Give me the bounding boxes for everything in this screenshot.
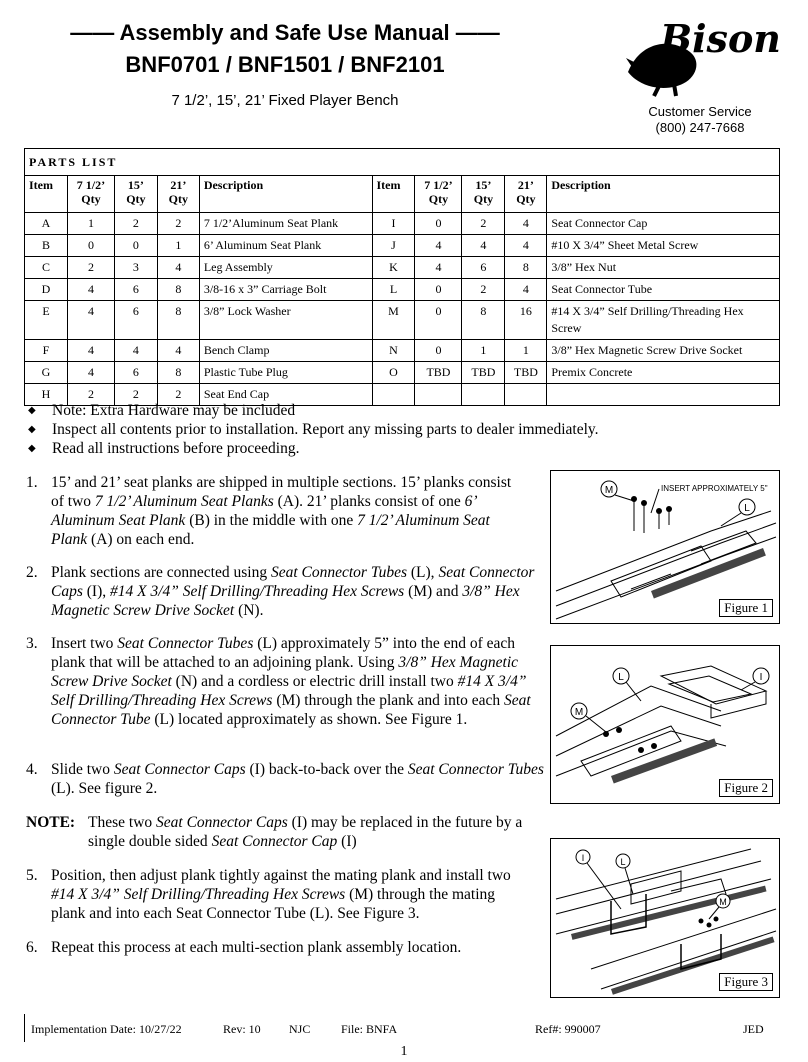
notes-list [26, 401, 599, 458]
table-cell: Seat Connector Cap [547, 213, 780, 235]
table-cell: 7 1/2’Aluminum Seat Plank [199, 213, 372, 235]
step-number: 4. [26, 761, 38, 778]
step-number: 3. [26, 635, 38, 652]
table-cell: TBD [415, 362, 462, 384]
customer-service [620, 104, 780, 136]
table-cell: 6 [114, 301, 157, 340]
table-cell: 0 [415, 213, 462, 235]
callout-l: L [618, 672, 624, 683]
table-cell: 3/8” Hex Nut [547, 257, 780, 279]
step-1: 1. 15’ and 21’ seat planks are shipped in multiple sections. 15’ planks consist of two 7 1/2’ Aluminum Seat Planks (A). 21’ planks consist of one 6’ Aluminum Seat Plank (B) in the middle with one 7 1/2’ Aluminum Seat Plank (A) on each end. [26, 474, 512, 548]
parts-header-row [25, 176, 780, 213]
table-cell: 0 [415, 301, 462, 340]
table-cell: 0 [415, 279, 462, 301]
column-header: 21’ Qty [505, 176, 547, 213]
callout-m: M [574, 707, 584, 718]
table-cell: 4 [505, 279, 547, 301]
table-cell: C [25, 257, 68, 279]
table-cell: 4 [462, 235, 505, 257]
table-cell: N [372, 340, 415, 362]
table-cell: Leg Assembly [199, 257, 372, 279]
table-row [25, 279, 780, 301]
table-cell: 3/8-16 x 3” Carriage Bolt [199, 279, 372, 301]
column-header: 15’ Qty [462, 176, 505, 213]
column-header: Item [372, 176, 415, 213]
table-cell: 2 [157, 384, 199, 406]
customer-service-phone: (800) 247-7668 [655, 120, 745, 135]
step-number: 5. [26, 867, 38, 884]
table-cell: 6 [114, 362, 157, 384]
table-cell: A [25, 213, 68, 235]
parts-list-caption: PARTS LIST [25, 149, 780, 176]
table-cell: 2 [157, 213, 199, 235]
table-cell: 8 [157, 279, 199, 301]
callout-l: L [744, 503, 750, 514]
table-cell: 2 [67, 384, 114, 406]
table-cell: 3/8” Lock Washer [199, 301, 372, 340]
table-cell: 8 [462, 301, 505, 340]
callout-m: M [719, 897, 727, 907]
model-numbers: BNF0701 / BNF1501 / BNF2101 [125, 52, 445, 77]
table-cell: 2 [67, 257, 114, 279]
figure-2-label: Figure 2 [719, 779, 773, 797]
column-header: Description [547, 176, 780, 213]
table-cell: 0 [114, 235, 157, 257]
figure-1-label: Figure 1 [719, 599, 773, 617]
table-row [25, 340, 780, 362]
table-cell: 2 [114, 213, 157, 235]
table-cell: 4 [505, 235, 547, 257]
figure-3 [550, 838, 780, 998]
callout-l: L [620, 857, 626, 867]
revision: Rev: 10 [223, 1022, 261, 1036]
note-item: ◆ Read all instructions before proceeding. [26, 439, 599, 458]
column-header: 7 1/2’ Qty [67, 176, 114, 213]
reference-number: Ref#: 990007 [535, 1022, 601, 1036]
table-cell: 4 [67, 279, 114, 301]
table-cell: 6’ Aluminum Seat Plank [199, 235, 372, 257]
table-cell: 0 [67, 235, 114, 257]
step-3: 3. Insert two Seat Connector Tubes (L) approximately 5” into the end of each plank that will be attached to an adjoining plank. Using 3/8” Hex Magnetic Screw Drive Socket (N) and a cordless or electric drill install two #14 X 3/4” Self Drilling/Threading Hex Screws (M) through the plank and into each Seat Connector Tube (L) located approximately as shown. See Figure 1. [26, 635, 531, 728]
table-cell: 4 [415, 235, 462, 257]
table-cell: I [372, 213, 415, 235]
step-number: 2. [26, 564, 38, 581]
table-cell: 4 [67, 301, 114, 340]
table-cell: 4 [67, 362, 114, 384]
column-header: 15’ Qty [114, 176, 157, 213]
table-cell: 3 [114, 257, 157, 279]
table-cell: K [372, 257, 415, 279]
callout-i: I [759, 672, 763, 683]
column-header: 21’ Qty [157, 176, 199, 213]
table-cell: 1 [157, 235, 199, 257]
table-cell: Seat End Cap [199, 384, 372, 406]
table-row [25, 213, 780, 235]
table-cell: 1 [67, 213, 114, 235]
table-cell: F [25, 340, 68, 362]
approver-initials: JED [743, 1022, 764, 1036]
table-cell: 4 [157, 340, 199, 362]
document-subtitle: 7 1/2’, 15’, 21’ Fixed Player Bench [171, 92, 399, 109]
step-number: 1. [26, 474, 38, 491]
table-cell: 0 [415, 340, 462, 362]
parts-list-table [24, 148, 780, 406]
table-cell: L [372, 279, 415, 301]
document-footer [24, 1014, 781, 1042]
table-cell: 4 [157, 257, 199, 279]
table-cell: Seat Connector Tube [547, 279, 780, 301]
table-cell: H [25, 384, 68, 406]
table-cell: Bench Clamp [199, 340, 372, 362]
table-cell: 16 [505, 301, 547, 340]
note-item: ◆ Inspect all contents prior to installation. Report any missing parts to dealer immediately. [26, 420, 599, 439]
step-2: 2. Plank sections are connected using Seat Connector Tubes (L), Seat Connector Caps (I), #14 X 3/4” Self Drilling/Threading Hex Screws (M) and 3/8” Hex Magnetic Screw Drive Socket (N). [26, 564, 535, 619]
figure-2 [550, 645, 780, 804]
figure-3-label: Figure 3 [719, 973, 773, 991]
document-title: —— Assembly and Safe Use Manual —— [70, 20, 500, 45]
page-number: 1 [400, 1044, 408, 1059]
table-cell: #10 X 3/4” Sheet Metal Screw [547, 235, 780, 257]
table-cell: Premix Concrete [547, 362, 780, 384]
step-number: 6. [26, 939, 38, 956]
author-initials: NJC [289, 1022, 311, 1036]
table-cell: 8 [505, 257, 547, 279]
table-cell: Plastic Tube Plug [199, 362, 372, 384]
table-cell: 1 [505, 340, 547, 362]
table-cell: 8 [157, 362, 199, 384]
table-cell: TBD [462, 362, 505, 384]
table-cell: 2 [462, 279, 505, 301]
table-cell: J [372, 235, 415, 257]
table-cell: G [25, 362, 68, 384]
table-row [25, 235, 780, 257]
table-cell: M [372, 301, 415, 340]
implementation-date: Implementation Date: 10/27/22 [31, 1022, 182, 1036]
table-cell: 6 [462, 257, 505, 279]
table-cell: E [25, 301, 68, 340]
table-row [25, 301, 780, 340]
insert-note: INSERT APPROXIMATELY 5" [661, 484, 768, 493]
bison-logo [620, 12, 790, 98]
table-cell: 2 [462, 213, 505, 235]
callout-i: I [581, 853, 585, 863]
note-block: NOTE: These two Seat Connector Caps (I) may be replaced in the future by a single double sided Seat Connector Cap (I) [26, 814, 523, 850]
note-label: NOTE: [26, 814, 76, 831]
table-cell: 4 [67, 340, 114, 362]
table-cell: 1 [462, 340, 505, 362]
file-name: File: BNFA [341, 1022, 398, 1036]
table-row [25, 257, 780, 279]
table-cell: D [25, 279, 68, 301]
svg-text:Bison: Bison [660, 16, 781, 61]
table-cell: 6 [114, 279, 157, 301]
table-cell: TBD [505, 362, 547, 384]
note-item: ◆ Note: Extra Hardware may be included [26, 401, 599, 420]
table-cell: #14 X 3/4” Self Drilling/Threading Hex Screw [547, 301, 780, 340]
table-cell: O [372, 362, 415, 384]
table-cell: 3/8” Hex Magnetic Screw Drive Socket [547, 340, 780, 362]
column-header: 7 1/2’ Qty [415, 176, 462, 213]
step-4: 4. Slide two Seat Connector Caps (I) back-to-back over the Seat Connector Tubes (L). See figure 2. [26, 761, 544, 797]
table-cell: 2 [114, 384, 157, 406]
callout-m: M [604, 485, 614, 496]
step-5: 5. Position, then adjust plank tightly against the mating plank and install two #14 X 3/4” Self Drilling/Threading Hex Screws (M) through the mating plank and into each Seat Connector Tube (L). See Figure 3. [26, 867, 511, 922]
figure-1 [550, 470, 780, 624]
column-header: Item [25, 176, 68, 213]
column-header: Description [199, 176, 372, 213]
table-row [25, 362, 780, 384]
step-6: 6. Repeat this process at each multi-section plank assembly location. [26, 939, 462, 956]
table-cell: 8 [157, 301, 199, 340]
table-cell: 4 [114, 340, 157, 362]
table-cell: 4 [505, 213, 547, 235]
table-cell: B [25, 235, 68, 257]
table-cell: 4 [415, 257, 462, 279]
customer-service-label: Customer Service [648, 104, 752, 119]
